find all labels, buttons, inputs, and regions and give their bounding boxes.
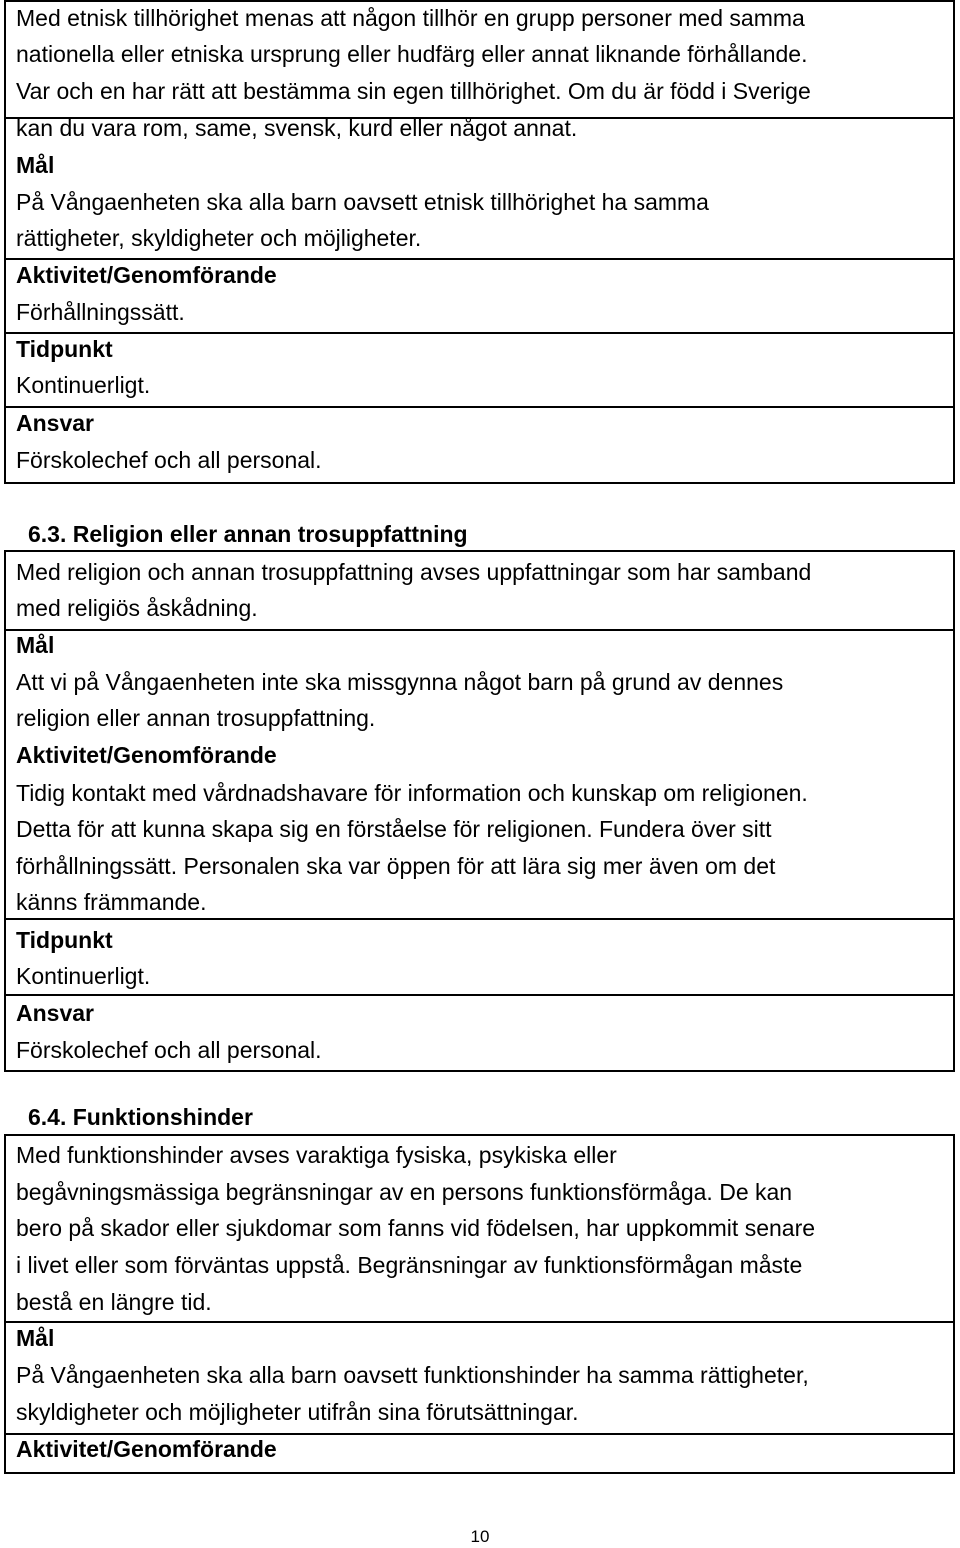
intro-line: kan du vara rom, same, svensk, kurd eller något annat. bbox=[16, 115, 578, 141]
tidpunkt-text: Kontinuerligt. bbox=[16, 372, 151, 398]
aktivitet-text: Förhållningssätt. bbox=[16, 299, 185, 325]
intro-line: bero på skador eller sjukdomar som fanns vid födelsen, har uppkommit senare bbox=[16, 1215, 816, 1241]
intro-line: Var och en har rätt att bestämma sin egen tillhörighet. Om du är född i Sverige bbox=[16, 78, 811, 104]
page-number: 10 bbox=[470, 1527, 490, 1546]
row-divider bbox=[6, 1433, 953, 1435]
intro-line: begåvningsmässiga begränsningar av en persons funktionsförmåga. De kan bbox=[16, 1179, 793, 1205]
mal-text: Att vi på Vångaenheten inte ska missgynna något barn på grund av dennes bbox=[16, 669, 784, 695]
ansvar-label: Ansvar bbox=[16, 1000, 94, 1026]
tidpunkt-text: Kontinuerligt. bbox=[16, 963, 151, 989]
aktivitet-label: Aktivitet/Genomförande bbox=[16, 1436, 277, 1462]
row-divider bbox=[6, 406, 953, 408]
mal-text: religion eller annan trosuppfattning. bbox=[16, 705, 376, 731]
ansvar-text: Förskolechef och all personal. bbox=[16, 1037, 322, 1063]
row-divider bbox=[6, 332, 953, 334]
aktivitet-text: Detta för att kunna skapa sig en förståelse för religionen. Fundera över sitt bbox=[16, 816, 772, 842]
aktivitet-label: Aktivitet/Genomförande bbox=[16, 742, 277, 768]
intro-line: Med funktionshinder avses varaktiga fysiska, psykiska eller bbox=[16, 1142, 617, 1168]
mal-label: Mål bbox=[16, 1325, 55, 1351]
intro-line: i livet eller som förväntas uppstå. Begränsningar av funktionsförmågan måste bbox=[16, 1252, 803, 1278]
row-divider bbox=[6, 629, 953, 631]
table-section-6-3 bbox=[4, 550, 955, 1072]
mal-label: Mål bbox=[16, 152, 55, 178]
aktivitet-text: Tidig kontakt med vårdnadshavare för information och kunskap om religionen. bbox=[16, 780, 808, 806]
mal-label: Mål bbox=[16, 632, 55, 658]
row-divider bbox=[6, 918, 953, 920]
row-divider bbox=[6, 258, 953, 260]
mal-text: På Vångaenheten ska alla barn oavsett etnisk tillhörighet ha samma bbox=[16, 189, 709, 215]
intro-line: nationella eller etniska ursprung eller hudfärg eller annat liknande förhållande. bbox=[16, 41, 808, 67]
section-heading-6-4: 6.4. Funktionshinder bbox=[28, 1104, 253, 1130]
row-divider bbox=[6, 1321, 953, 1323]
ansvar-label: Ansvar bbox=[16, 410, 94, 436]
mal-text: rättigheter, skyldigheter och möjligheter. bbox=[16, 225, 422, 251]
row-divider bbox=[6, 994, 953, 996]
tidpunkt-label: Tidpunkt bbox=[16, 927, 113, 953]
intro-line: bestå en längre tid. bbox=[16, 1289, 212, 1315]
intro-line: Med religion och annan trosuppfattning avses uppfattningar som har samband bbox=[16, 559, 812, 585]
intro-line: med religiös åskådning. bbox=[16, 595, 258, 621]
mal-text: På Vångaenheten ska alla barn oavsett funktionshinder ha samma rättigheter, bbox=[16, 1362, 809, 1388]
section-heading-6-3: 6.3. Religion eller annan trosuppfattning bbox=[28, 521, 468, 547]
aktivitet-label: Aktivitet/Genomförande bbox=[16, 262, 277, 288]
aktivitet-text: känns främmande. bbox=[16, 889, 207, 915]
mal-text: skyldigheter och möjligheter utifrån sina förutsättningar. bbox=[16, 1399, 579, 1425]
tidpunkt-label: Tidpunkt bbox=[16, 336, 113, 362]
intro-line: Med etnisk tillhörighet menas att någon tillhör en grupp personer med samma bbox=[16, 5, 805, 31]
ansvar-text: Förskolechef och all personal. bbox=[16, 447, 322, 473]
aktivitet-text: förhållningssätt. Personalen ska var öppen för att lära sig mer även om det bbox=[16, 853, 776, 879]
